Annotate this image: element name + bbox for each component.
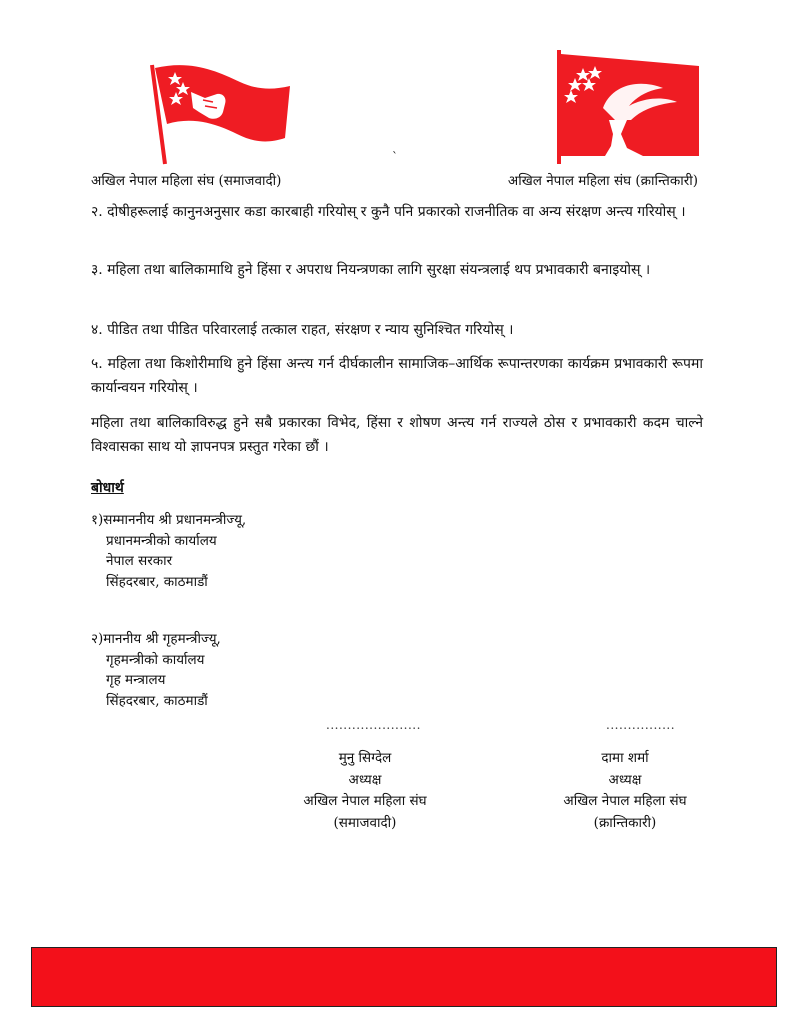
signatory-org: अखिल नेपाल महिला संघ (563, 793, 687, 809)
signature-line-left: ...................... (326, 718, 421, 732)
signatory-org-suffix: (समाजवादी) (333, 814, 397, 831)
signatory-name: दामा शर्मा (601, 750, 649, 766)
footer-red-bar (31, 947, 777, 1007)
recipient-body: नेपाल सरकार (106, 553, 173, 569)
closing-statement: महिला तथा बालिकाविरुद्ध हुने सबै प्रकारका विभेद, हिंसा र शोषण अन्त्य गर्न राज्यले ठोस र प्रभावकारी कदम चाल्ने विश्वासका साथ यो ज्ञापनपत्र प्रस्तुत गरेका छौं । (91, 415, 703, 455)
recipient-title: १)सम्माननीय श्री प्रधानमन्त्रीज्यू, (91, 512, 247, 528)
demand-4: ४. पीडित तथा पीडित परिवारलाई तत्काल राहत, संरक्षण र न्याय सुनिश्चित गरियोस् । (91, 322, 514, 338)
left-organization-name: अखिल नेपाल महिला संघ (समाजवादी) (91, 173, 282, 189)
demand-5: ५. महिला तथा किशोरीमाथि हुने हिंसा अन्त्य गर्न दीर्घकालीन सामाजिक–आर्थिक रूपान्तरणका कार्यक्रम प्रभावकारी रूपमा कार्यान्वयन गरियोस् । (91, 356, 703, 396)
recipient-location: सिंहदरबार, काठमाडौं (106, 573, 208, 590)
stray-mark: ` (392, 150, 398, 164)
recipient-title: २)माननीय श्री गृहमन्त्रीज्यू, (91, 631, 221, 647)
demand-2: २. दोषीहरूलाई कानुनअनुसार कडा कारबाही गरियोस् र कुनै पनि प्रकारको राजनीतिक वा अन्य संरक्षण अन्त्य गरियोस् । (91, 204, 686, 220)
signatory-org-suffix: (क्रान्तिकारी) (593, 814, 657, 831)
signatory-title: अध्यक्ष (348, 771, 382, 788)
flag-three-stars-pointing-hand-icon (145, 60, 295, 165)
recipient-body: गृह मन्त्रालय (106, 672, 166, 688)
cc-recipient-2 (91, 629, 221, 711)
signatory-left (270, 748, 460, 834)
signatory-right (540, 748, 710, 834)
cc-recipient-1 (91, 510, 246, 592)
signature-line-right: ................ (606, 718, 676, 732)
recipient-location: सिंहदरबार, काठमाडौं (106, 692, 208, 709)
signatory-title: अध्यक्ष (608, 771, 642, 788)
cc-heading: बोधार्थ (91, 480, 124, 496)
right-organization-name: अखिल नेपाल महिला संघ (क्रान्तिकारी) (507, 173, 698, 189)
left-flag-logo (145, 60, 295, 165)
recipient-office: प्रधानमन्त्रीको कार्यालय (106, 532, 217, 549)
recipient-office: गृहमन्त्रीको कार्यालय (106, 651, 205, 668)
signatory-org: अखिल नेपाल महिला संघ (303, 793, 427, 809)
right-flag-logo (553, 48, 703, 166)
flag-five-stars-torch-icon (553, 48, 703, 166)
demand-3: ३. महिला तथा बालिकामाथि हुने हिंसा र अपराध नियन्त्रणका लागि सुरक्षा संयन्त्रलाई थप प्रभावकारी बनाइयोस् । (91, 262, 651, 278)
signatory-name: मुनु सिग्देल (338, 750, 392, 766)
